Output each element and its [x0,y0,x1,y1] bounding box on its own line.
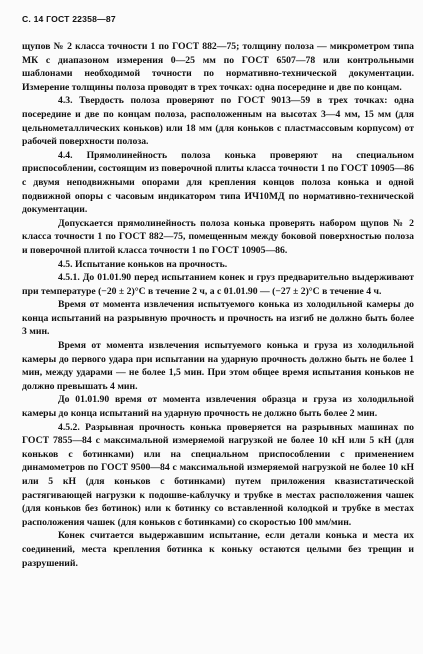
paragraph-4-5-2: 4.5.2. Разрывная прочность конька проверяется на разрывных машинах по ГОСТ 7855—84 с максимальной измеряемой нагрузкой не более 10 кН или 5 кН (для коньков с ботинками) или на специальном приспособлении с применением динамометров по ГОСТ 9500—84 с максимальной измеряемой нагрузкой не более 10 кН или 5 кН (для коньков с ботинками) путем приложения квазистатической растягивающей нагрузки к подошве-каблучку и трубке в местах расположения чашек (для коньков без ботинок) или к ботинку со вставленной колодкой и трубке в местах расположения чашек (для коньков с ботинками) со скоростью 100 мм/мин. [22,421,414,528]
paragraph-continuation: щупов № 2 класса точности 1 по ГОСТ 882—75; толщину полоза — микрометром типа МК с диапазоном измерения 0—25 мм по ГОСТ 6507—78 или контрольными шаблонами необходимой точности по нормативно-технической документации. Измерение толщины полоза проводят в трех точках: одна посередине и две по концам. [22,41,414,93]
section-heading-4-5: 4.5. Испытание коньков на прочность. [58,258,228,270]
paragraph-4-4: 4.4. Прямолинейность полоза конька проверяют на специальном приспособлении, состоящим из поверочной плиты класса точности 1 по ГОСТ 10905—86 с двумя неподвижными опорами для крепления концов полоза конька и одной подвижной опоры с часовым индикатором типа ИЧ10МД по нормативно-технической документации. [22,149,414,216]
page-header: С. 14 ГОСТ 22358—87 [22,14,116,24]
paragraph-4-5-1-time-3: До 01.01.90 время от момента извлечения образца и груза из холодильной камеры до конца испытаний на ударную прочность не должно быть более 2 мин. [22,394,414,420]
paragraph-4-5-2-criteria: Конек считается выдержавшим испытание, если детали конька и места их соединений, места крепления ботинка к коньку остаются целыми без трещин и разрушений. [22,530,414,569]
paragraph-4-3: 4.3. Твердость полоза проверяют по ГОСТ 9013—59 в трех точках: одна посередине и две по концам полоза, расположенным на высотах 3—4 мм, 15 мм (для цельнометаллических коньков) или 18 мм (для коньков с пластмассовым корпусом) от рабочей поверхности полоза. [22,95,414,148]
paragraph-4-5-1-time-1: Время от момента извлечения испытуемого конька из холодильной камеры до конца испытаний на разрывную прочность и прочность на изгиб не должно быть более 3 мин. [22,299,414,338]
paragraph-4-5-1-time-2: Время от момента извлечения испытуемого конька и груза из холодильной камеры до первого удара при испытании на ударную прочность должно быть не более 1 мин, между ударами — не более 1,5 мин. При этом общее время испытания коньков не должно превышать 4 мин. [22,340,414,392]
paragraph-4-4-note: Допускается прямолинейность полоза конька проверять набором щупов № 2 класса точности 1 по ГОСТ 882—75, помещенным между боковой поверхностью полоза и поверочной плитой класса точности 1 по ГОСТ 10905—86. [22,217,414,256]
paragraph-4-5-1: 4.5.1. До 01.01.90 перед испытанием конек и груз предварительно выдерживают при температуре (−20 ± 2)°С в течение 2 ч, а с 01.01.90 — (−27 ± 2)°С в течение 4 ч. [22,272,414,297]
document-body [22,40,414,570]
